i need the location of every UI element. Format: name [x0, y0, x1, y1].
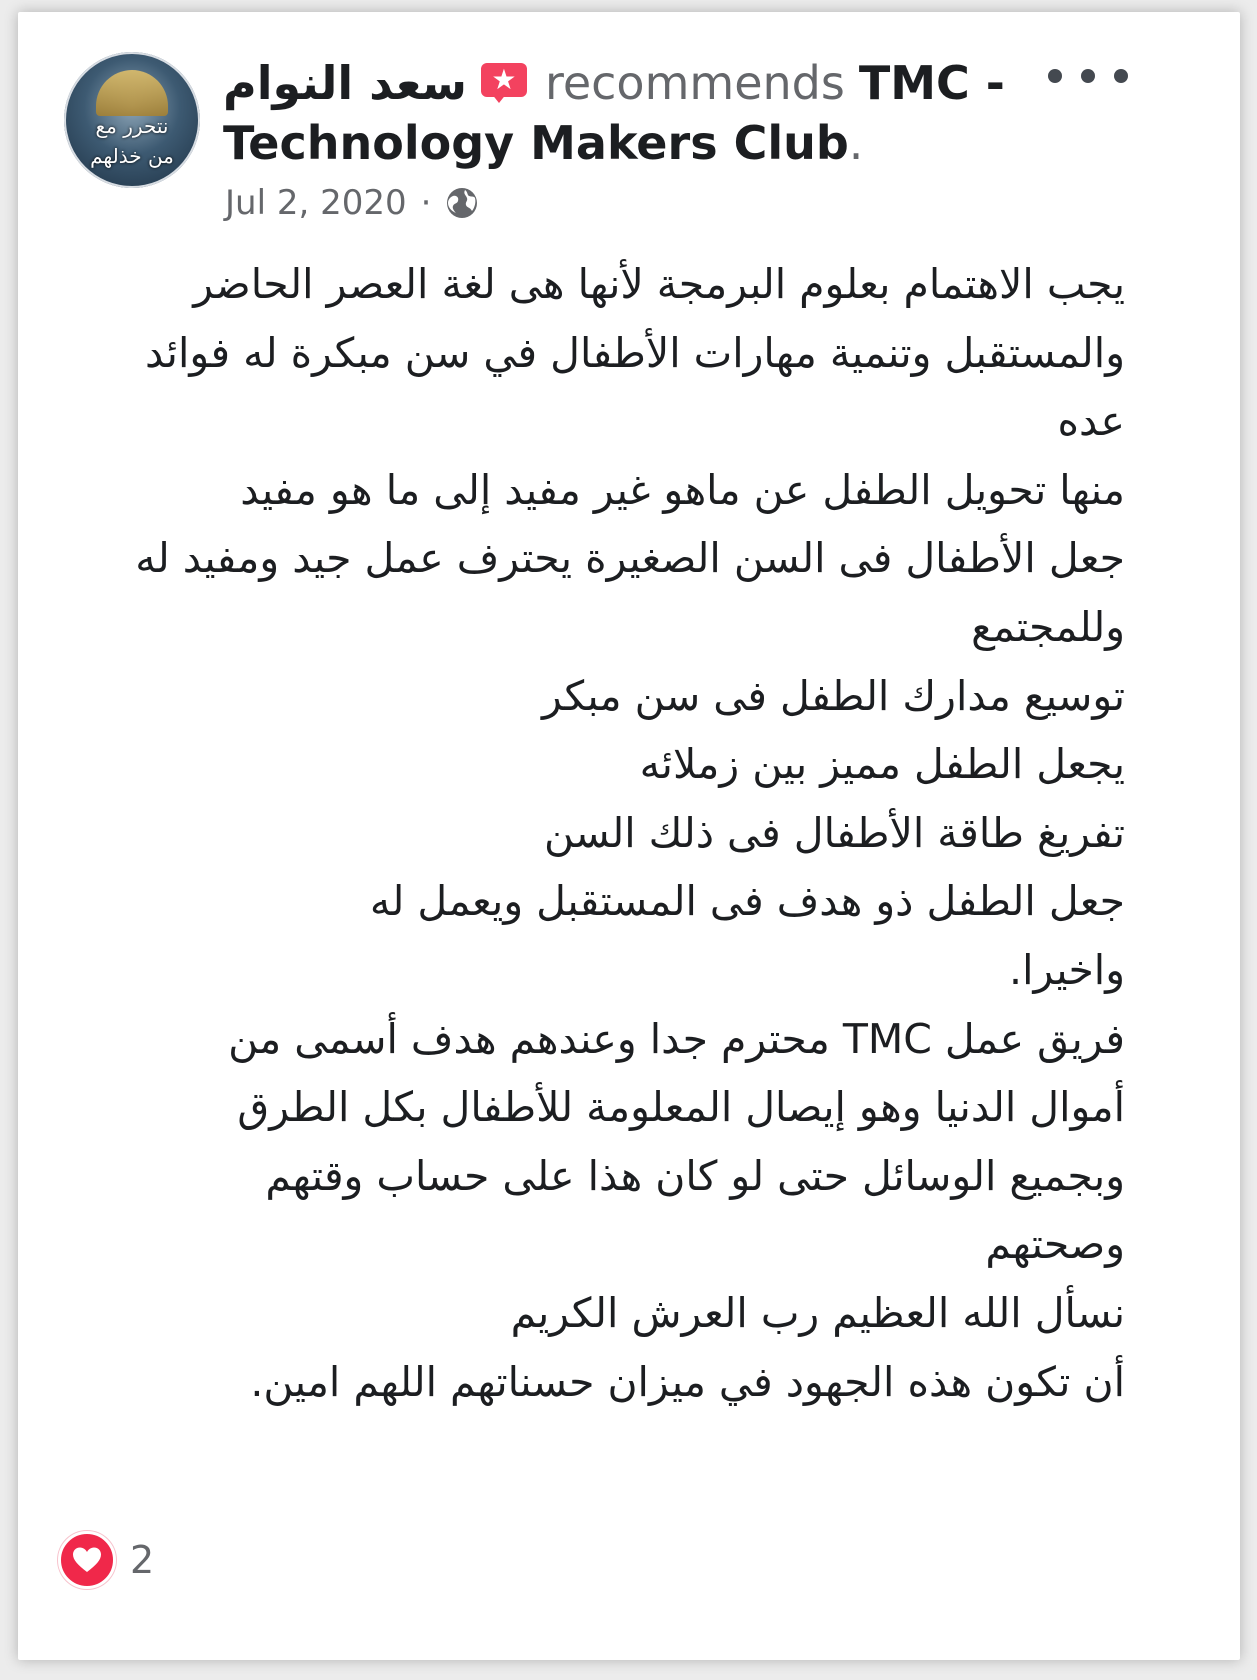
body-line: واخيرا.	[1009, 945, 1125, 994]
more-options-button[interactable]	[1048, 56, 1128, 96]
recommend-star-icon: ★	[481, 63, 527, 103]
avatar-text-line-2: من خذلهم	[90, 144, 174, 168]
meta-separator: ·	[420, 183, 432, 223]
body-line: فريق عمل TMC محترم جدا وعندهم هدف أسمى من	[228, 1014, 1125, 1063]
body-line: عده	[1057, 397, 1125, 446]
page-name-suffix: .	[848, 116, 864, 170]
dot-icon	[1114, 69, 1128, 83]
body-line: يجب الاهتمام بعلوم البرمجة لأنها هى لغة العصر الحاضر	[193, 260, 1125, 308]
body-line: توسيع مدارك الطفل فى سن مبكر	[541, 671, 1125, 720]
action-text: recommends	[544, 56, 845, 110]
body-line: منها تحويل الطفل عن ماهو غير مفيد إلى ما هو مفيد	[240, 465, 1125, 514]
body-line: أن تكون هذه الجهود في ميزان حسناتهم اللهم امين.	[250, 1357, 1125, 1406]
dot-icon	[1048, 69, 1062, 83]
post-card	[18, 12, 1240, 1660]
body-line: والمستقبل وتنمية مهارات الأطفال في سن مبكرة له فوائد	[145, 328, 1125, 377]
reaction-count: 2	[130, 1538, 155, 1582]
page-name-part-1[interactable]: TMC -	[858, 56, 1005, 110]
post-date[interactable]: Jul 2, 2020	[225, 183, 407, 223]
page-name-part-2[interactable]: Technology Makers Club	[223, 116, 849, 170]
body-line: أموال الدنيا وهو إيصال المعلومة للأطفال بكل الطرق	[237, 1083, 1125, 1132]
avatar-text-line-1: نتحرر مع	[95, 114, 169, 138]
body-line: نسأل الله العظيم رب العرش الكريم	[510, 1288, 1125, 1337]
post-header	[223, 50, 1005, 116]
body-line: جعل الأطفال فى السن الصغيرة يحترف عمل جيد ومفيد له	[135, 534, 1125, 583]
body-line: وصحتهم	[985, 1220, 1125, 1269]
body-line: وبجميع الوسائل حتى لو كان هذا على حساب وقتهم	[265, 1151, 1125, 1200]
body-line: تفريغ طاقة الأطفال فى ذلك السن	[543, 808, 1125, 857]
reactions-summary[interactable]	[58, 1532, 154, 1588]
post-meta	[225, 180, 479, 226]
body-line: يجعل الطفل مميز بين زملائه	[639, 740, 1125, 789]
page-name-line	[223, 110, 863, 176]
globe-icon[interactable]	[445, 186, 479, 220]
body-line: وللمجتمع	[971, 602, 1125, 651]
body-line: جعل الطفل ذو هدف فى المستقبل ويعمل له	[369, 877, 1125, 926]
dot-icon	[1081, 69, 1095, 83]
avatar-image-dome	[96, 70, 168, 116]
post-body	[65, 250, 1125, 1416]
author-name[interactable]: سعد النوام	[223, 56, 467, 110]
love-reaction-icon	[58, 1531, 116, 1589]
avatar[interactable]	[64, 52, 200, 188]
